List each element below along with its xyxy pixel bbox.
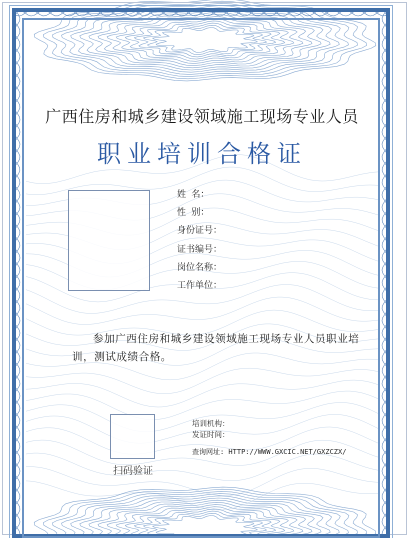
query-url[interactable]: 查询网址: HTTP://WWW.GXCIC.NET/GXZCZX/: [192, 448, 347, 456]
field-gender: 性 别：: [177, 208, 210, 219]
photo-placeholder: [68, 190, 150, 291]
field-certificate-number: 证书编号：: [177, 244, 223, 255]
certification-statement: 参加广西住房和城乡建设领域施工现场专业人员职业培训，测试成绩合格。: [72, 333, 360, 363]
field-position: 岗位名称：: [177, 262, 223, 273]
holder-fields: [177, 186, 357, 295]
issuer-info: [192, 418, 230, 440]
field-id-number: 身份证号：: [177, 226, 223, 237]
training-org-label: 培训机构：: [192, 419, 230, 428]
certificate-title-line1: 广西住房和城乡建设领域施工现场专业人员: [45, 107, 359, 126]
qr-code-placeholder: [110, 414, 155, 459]
certificate-title-line2: 职业培训合格证: [97, 140, 307, 168]
field-name: 姓 名：: [177, 190, 210, 200]
field-employer: 工作单位：: [177, 280, 223, 291]
qr-verify-label: 扫码验证: [113, 466, 153, 477]
issue-date-label: 发证时间：: [192, 430, 230, 439]
